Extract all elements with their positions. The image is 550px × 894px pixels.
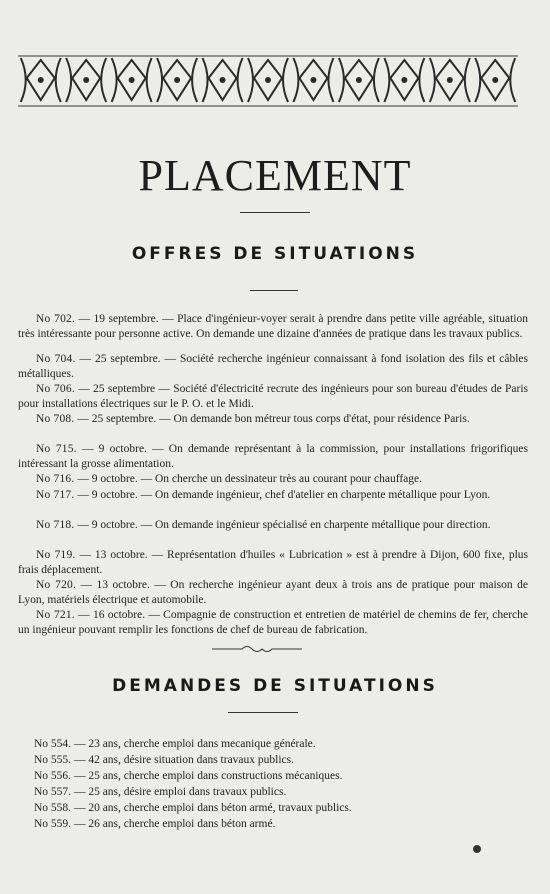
- ornament-dot: [447, 77, 453, 83]
- offer-item: No 715. — 9 octobre. — On demande représentant à la commission, pour installations frigorifiques intéressant la grosse alimentation.: [18, 442, 528, 470]
- divider: [240, 212, 310, 213]
- ornamental-header-icon: [18, 50, 518, 112]
- demands-heading: DEMANDES DE SITUATIONS: [112, 676, 438, 696]
- ornament-dot: [38, 77, 44, 83]
- demand-item: No 554. — 23 ans, cherche emploi dans mecanique générale.: [34, 738, 316, 750]
- ornament-dot: [129, 77, 135, 83]
- ink-mark-icon: [470, 842, 484, 856]
- offer-item: No 716. — 9 octobre. — On cherche un dessinateur très au courant pour chauffage.: [36, 472, 423, 485]
- offer-item: No 702. — 19 septembre. — Place d'ingénieur-voyer serait à prendre dans petite ville agréable, situation très intéressante pour personne active. On demande une dizaine d'années de pratique dans les travaux publics.: [18, 312, 528, 340]
- divider: [228, 712, 298, 713]
- offer-item: No 719. — 13 octobre. — Représentation d'huiles « Lubrication » est à prendre à Dijon, 600 fixe, plus frais déplacement.: [18, 548, 528, 576]
- ornament-dot: [83, 77, 89, 83]
- ornament-dot: [265, 77, 271, 83]
- demand-item: No 557. — 25 ans, désire emploi dans travaux publics.: [34, 786, 287, 798]
- demand-item: No 559. — 26 ans, cherche emploi dans béton armé.: [34, 818, 276, 830]
- ornament-dot: [310, 77, 316, 83]
- offer-item: No 717. — 9 octobre. — On demande ingénieur, chef d'atelier en charpente métallique pour Lyon.: [36, 488, 491, 501]
- squiggle-divider-icon: [212, 644, 302, 654]
- ornament-dot: [401, 77, 407, 83]
- ornament-dot: [174, 77, 180, 83]
- offer-item: No 708. — 25 septembre. — On demande bon métreur tous corps d'état, pour résidence Paris.: [36, 412, 470, 425]
- demand-item: No 558. — 20 ans, cherche emploi dans béton armé, travaux publics.: [34, 802, 352, 814]
- demand-item: No 555. — 42 ans, désire situation dans travaux publics.: [34, 754, 294, 766]
- ornament-dot: [356, 77, 362, 83]
- offer-item: No 718. — 9 octobre. — On demande ingénieur spécialisé en charpente métallique pour direction.: [36, 518, 491, 531]
- offer-item: No 720. — 13 octobre. — On recherche ingénieur ayant deux à trois ans de pratique pour maison de Lyon, matériels électrique et automobile.: [18, 578, 528, 606]
- offer-item: No 706. — 25 septembre — Société d'électricité recrute des ingénieurs pour son bureau d'études de Paris pour installations électriques sur le P. O. et le Midi.: [18, 382, 528, 410]
- page-title: PLACEMENT: [138, 151, 412, 200]
- demand-item: No 556. — 25 ans, cherche emploi dans constructions mécaniques.: [34, 770, 343, 782]
- divider: [250, 290, 298, 291]
- ornament-dot: [492, 77, 498, 83]
- ornament-dot: [220, 77, 226, 83]
- offers-heading: OFFRES DE SITUATIONS: [131, 244, 419, 264]
- offer-item: No 704. — 25 septembre. — Société recherche ingénieur connaissant à fond isolation des fils et câbles métalliques.: [18, 352, 528, 380]
- offer-item: No 721. — 16 octobre. — Compagnie de construction et entretien de matériel de chemins de fer, cherche un ingénieur pouvant remplir les fonctions de chef de bureau de fabrication.: [18, 608, 529, 636]
